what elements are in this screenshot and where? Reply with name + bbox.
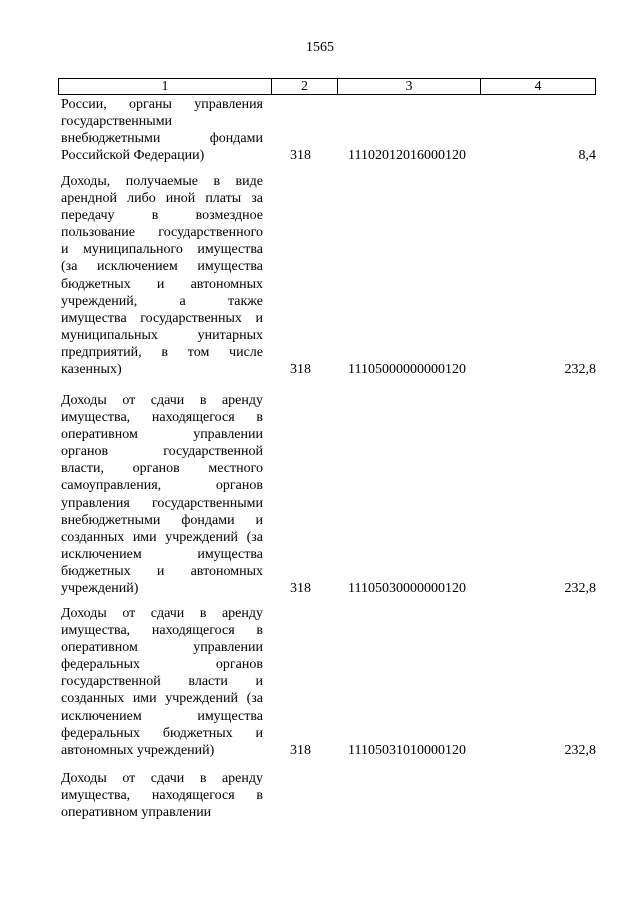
description-line: бюджетных и автономных — [61, 563, 263, 579]
description-line: государственной власти и — [61, 674, 263, 690]
description-line: созданных ими учреждений (за — [61, 529, 263, 545]
description-line: исключением имущества — [61, 546, 263, 562]
description-line: предприятий, в том числе — [61, 344, 263, 360]
description-line: имущества, находящегося в — [61, 410, 263, 426]
description-line: и муниципального имущества — [61, 242, 263, 258]
description-line: управления государственными — [61, 495, 263, 511]
row-amount: 232,8 — [564, 362, 596, 378]
row-column-2: 318 — [290, 148, 311, 164]
row-description — [61, 173, 263, 378]
description-line: муниципальных унитарных — [61, 327, 263, 343]
page-number: 1565 — [306, 40, 334, 55]
description-line: бюджетных и автономных — [61, 276, 263, 292]
description-line: автономных учреждений) — [61, 742, 215, 758]
description-line: России, органы управления — [61, 97, 263, 112]
description-line: Российской Федерации) — [61, 148, 205, 164]
row-description — [61, 770, 263, 821]
description-line: имущества государственных и — [61, 310, 263, 326]
row-column-2: 318 — [290, 362, 311, 378]
column-header-1: 1 — [161, 79, 169, 94]
description-line: оперативном управлении — [61, 640, 263, 656]
description-line: оперативном управлении — [61, 805, 212, 821]
row-description — [61, 605, 263, 759]
description-line: государственными — [61, 114, 173, 130]
description-line: (за исключением имущества — [61, 259, 263, 275]
description-line: Доходы, получаемые в виде — [61, 174, 263, 189]
row-column-2: 318 — [290, 581, 311, 597]
column-header-2: 2 — [271, 79, 337, 94]
row-amount: 232,8 — [564, 581, 596, 597]
row-code: 11105031010000120 — [348, 742, 466, 758]
row-amount: 8,4 — [578, 148, 596, 164]
description-line: Доходы от сдачи в аренду — [61, 393, 263, 408]
row-code: 11102012016000120 — [348, 148, 466, 164]
row-description — [61, 96, 263, 164]
row-amount: 232,8 — [564, 742, 596, 758]
description-line: учреждений) — [61, 581, 139, 597]
description-line: учреждений, а также — [61, 293, 263, 309]
description-line: власти, органов местного — [61, 461, 263, 477]
description-line: федеральных бюджетных и — [61, 725, 263, 741]
description-line: имущества, находящегося в — [61, 788, 263, 804]
description-line: пользование государственного — [61, 225, 263, 241]
row-code: 11105030000000120 — [348, 581, 466, 597]
description-line: казенных) — [61, 362, 122, 378]
description-line: арендной либо иной платы за — [61, 191, 263, 207]
column-header-4: 4 — [480, 79, 595, 94]
row-code: 11105000000000120 — [348, 362, 466, 378]
description-line: имущества, находящегося в — [61, 623, 263, 639]
table-header — [58, 78, 596, 95]
description-line: исключением имущества — [61, 708, 263, 724]
description-line: внебюджетными фондами и — [61, 512, 263, 528]
column-header-3: 3 — [337, 79, 480, 94]
description-line: самоуправления, органов — [61, 478, 263, 494]
description-line: Доходы от сдачи в аренду — [61, 606, 263, 621]
description-line: внебюджетными фондами — [61, 131, 263, 147]
row-column-2: 318 — [290, 742, 311, 758]
description-line: созданных ими учреждений (за — [61, 691, 263, 707]
description-line: Доходы от сдачи в аренду — [61, 771, 263, 786]
description-line: органов государственной — [61, 444, 263, 460]
description-line: федеральных органов — [61, 657, 263, 673]
row-description — [61, 392, 263, 597]
description-line: передачу в возмездное — [61, 208, 263, 224]
description-line: оперативном управлении — [61, 427, 263, 443]
